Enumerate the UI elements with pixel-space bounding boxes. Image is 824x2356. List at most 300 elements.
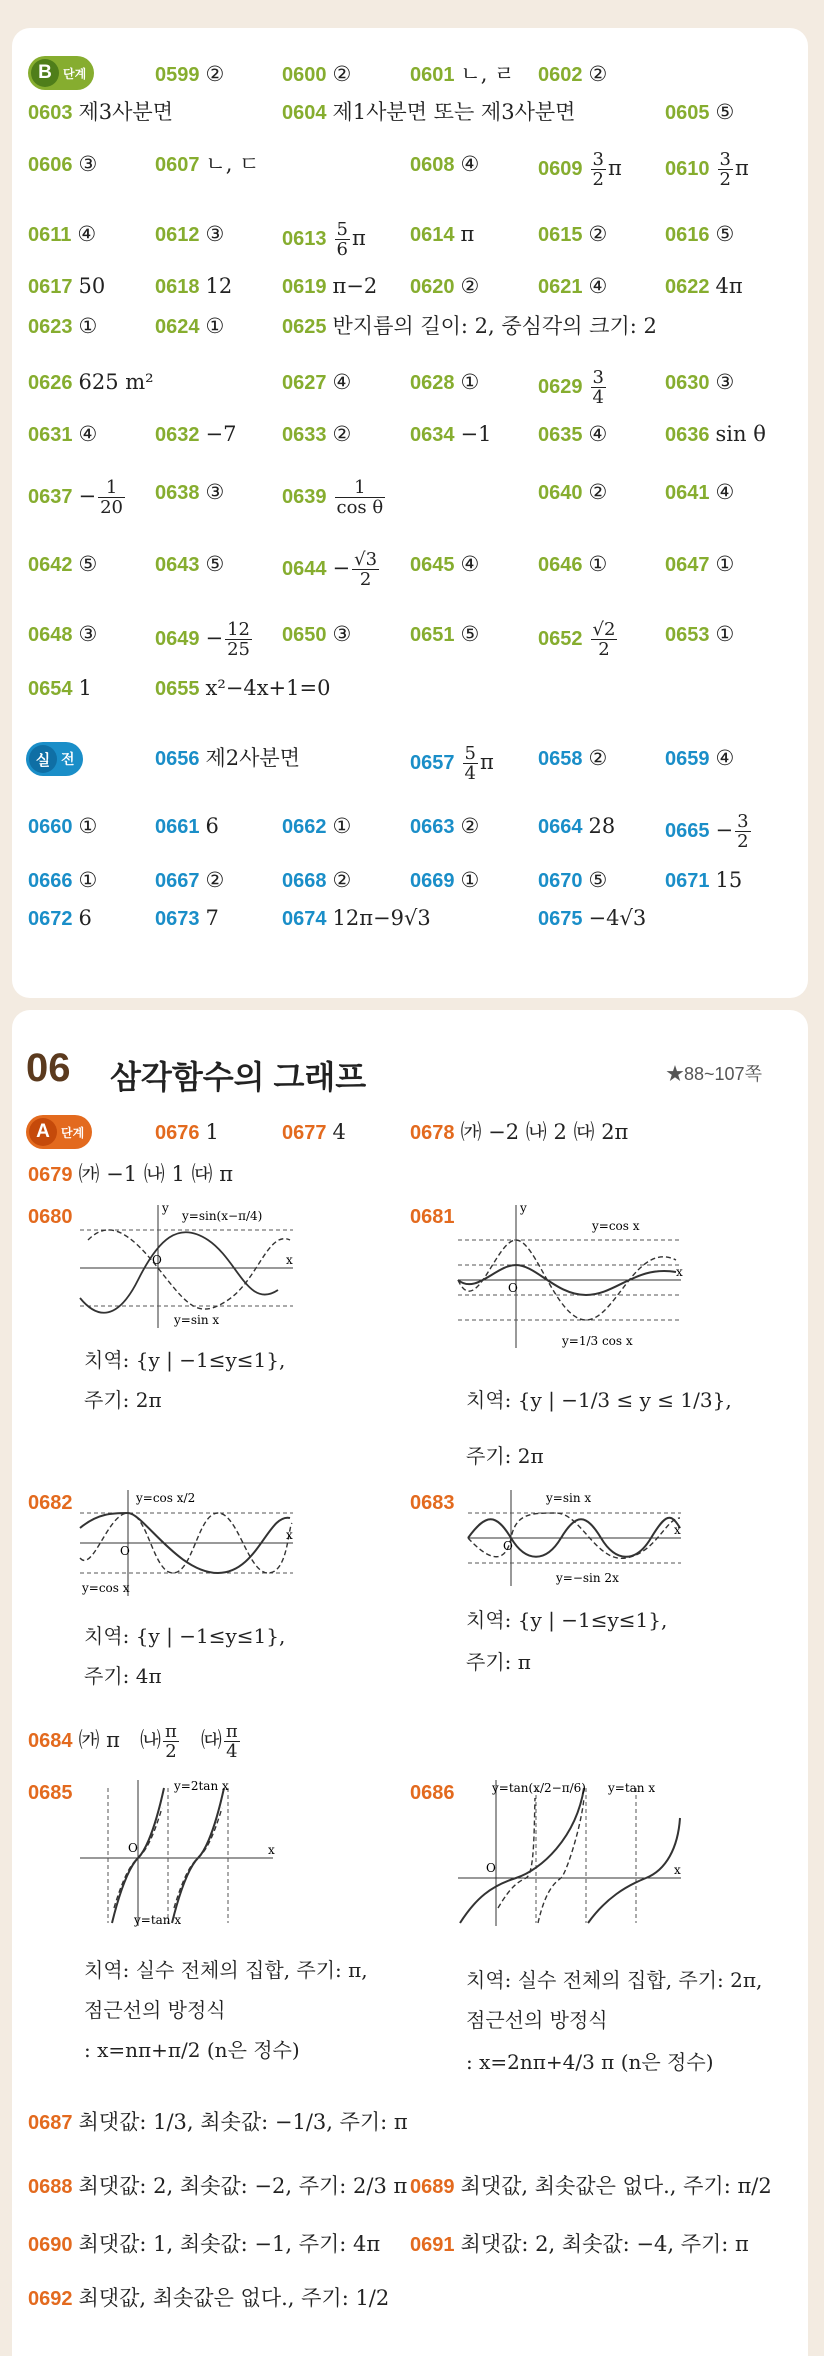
answer-value: ④ [332,370,352,394]
answer-value: 최댓값: 2, 최솟값: −4, 주기: π [460,2232,749,2256]
problem-number: 0647 [665,554,710,576]
label-2: y=cos x [82,1581,130,1595]
problem-number: 0672 [28,908,73,930]
problem-number: 0610 [665,158,710,180]
answer-value: −1 [460,422,492,446]
problem-number: 0643 [155,554,200,576]
problem-number: 0653 [665,624,710,646]
graph-answer-text: 주기: π [466,1650,531,1674]
fraction-numerator: 1 [335,478,386,498]
answer-value: ② [332,868,352,892]
section-b-badge [28,56,94,90]
answer-prefix: − [715,818,734,842]
graph-answer-text: 점근선의 방정식 [466,2008,608,2032]
answer-value: 제2사분면 [205,746,301,770]
fraction-numerator: 3 [719,149,731,170]
answer-0626 [28,368,154,397]
answer-value: 최댓값: 1, 최솟값: −1, 주기: 4π [78,2232,381,2256]
problem-number: 0638 [155,482,200,504]
answer-0692 [28,2284,389,2313]
problem-number: 0659 [665,748,710,770]
problem-number: 0627 [282,372,327,394]
answer-0649 [155,620,254,659]
problem-number: 0674 [282,908,327,930]
problem-number: 0604 [282,102,327,124]
label-2: y=tan x [134,1913,182,1927]
answer-value: 625 m² [78,370,154,394]
answer-value: 1 [205,1120,219,1144]
answer-value: ④ [715,480,735,504]
answer-value: ④ [460,552,480,576]
problem-number: 0654 [28,678,73,700]
answer-0667 [155,866,224,895]
problem-number: 0628 [410,372,455,394]
answer-value: 제3사분면 [78,100,174,124]
answer-0645 [410,550,479,579]
answer-0609 [538,150,622,189]
answer-0660 [28,812,97,841]
answer-value: π−2 [332,274,378,298]
answer-0683 [410,1488,461,1517]
answer-value: ③ [205,480,225,504]
answer-0644 [282,550,381,589]
problem-number: 0642 [28,554,73,576]
graph-answer-text: 치역: {y | −1/3 ≤ y ≤ 1/3}, [466,1388,732,1412]
problem-number: 0655 [155,678,200,700]
fraction [463,744,478,783]
problem-number: 0677 [282,1122,327,1144]
svg-text:O: O [486,1861,496,1875]
section-sil-badge [26,742,83,776]
svg-text:y: y [520,1201,527,1215]
problem-number: 0632 [155,424,200,446]
answer-0681 [410,1202,461,1231]
answer-0636 [665,420,766,449]
svg-text:x: x [286,1253,293,1267]
answer-value: 4π [715,274,743,298]
fraction [335,478,386,517]
fraction [335,220,350,259]
problem-number: 0623 [28,316,73,338]
problem-number: 0691 [410,2234,455,2256]
answer-0630 [665,368,734,397]
label-2: y=1/3 cos x [562,1334,633,1348]
svg-text:O: O [128,1841,138,1855]
problem-number: 0675 [538,908,583,930]
fraction-denominator: 4 [464,763,476,784]
problem-number: 0611 [28,224,72,246]
problem-number: 0624 [155,316,200,338]
answer-value: ④ [588,274,608,298]
label-1: y=cos x/2 [136,1491,196,1505]
svg-text:O: O [508,1281,518,1295]
answer-0603 [28,98,173,127]
answer-0650 [282,620,351,649]
problem-number: 0652 [538,628,583,650]
problem-number: 0656 [155,748,200,770]
answer-0685 [28,1778,79,1807]
answer-value: ② [588,480,608,504]
answer-0635 [538,420,607,449]
fraction-denominator: 4 [592,387,604,408]
answer-value: ② [332,422,352,446]
svg-text:y: y [162,1201,169,1215]
answer-0680 [28,1202,79,1231]
answer-prefix: − [332,556,351,580]
problem-number: 0673 [155,908,200,930]
answer-0607 [155,150,259,179]
fraction-numerator: 1 [98,478,125,498]
answer-value: ① [205,314,225,338]
problem-number: 0679 [28,1164,73,1186]
answer-value: ② [205,868,225,892]
answer-value: 12π−9√3 [332,906,431,930]
answer-0643 [155,550,224,579]
svg-text:x: x [674,1863,681,1877]
fraction-numerator: 5 [464,743,476,764]
fraction [591,368,606,407]
answer-0601 [410,60,514,89]
answer-value: ⑤ [588,868,608,892]
answer-value: ⑤ [205,552,225,576]
problem-number: 0663 [410,816,455,838]
answer-value: ① [460,370,480,394]
answer-0651 [410,620,479,649]
graph-0680-svg [78,1200,298,1330]
chapter-pages: ★88~107쪽 [666,1064,762,1084]
answer-value: ③ [78,152,98,176]
answer-0614 [410,220,474,249]
answer-0648 [28,620,97,649]
answer-suffix: π [479,750,494,774]
problem-number: 0599 [155,64,200,86]
fraction-denominator: 2 [719,169,731,190]
answer-value: ② [460,814,480,838]
answer-value: 최댓값: 1/3, 최솟값: −1/3, 주기: π [78,2110,408,2134]
answer-0652 [538,620,619,659]
problem-number: 0637 [28,486,73,508]
fraction-numerator: 3 [592,367,604,388]
problem-number: 0676 [155,1122,200,1144]
answer-value: ㈎ −2 ㈏ 2 ㈐ 2π [460,1120,629,1144]
answer-0672 [28,904,92,933]
answer-0604 [282,98,575,127]
problem-number: 0600 [282,64,327,86]
fraction-denominator: 6 [336,239,348,260]
answer-0638 [155,478,224,507]
answer-value: ② [332,62,352,86]
label-1: y=sin(x−π/4) [182,1209,263,1223]
answer-0664 [538,812,615,841]
answer-value: ⑤ [715,100,735,124]
answer-0674 [282,904,431,933]
answer-value: ④ [77,222,97,246]
answer-prefix: − [205,626,224,650]
answer-value: 4 [332,1120,346,1144]
problem-number: 0657 [410,752,455,774]
fraction-numerator: 5 [336,219,348,240]
answer-0605 [665,98,734,127]
answer-value: ② [460,274,480,298]
answer-0637 [28,478,127,517]
answer-0647 [665,550,734,579]
problem-number: 0645 [410,554,455,576]
problem-number: 0685 [28,1782,73,1804]
graph-answer-text: 치역: {y | −1≤y≤1}, [84,1624,286,1648]
graph-0683-svg [466,1488,686,1588]
answer-value: ① [78,868,98,892]
answer-0618 [155,272,232,301]
answer-0668 [282,866,351,895]
problem-number: 0619 [282,276,327,298]
part-b-label: ㈏ [140,1728,162,1752]
answer-0653 [665,620,734,649]
svg-text:x: x [286,1528,293,1542]
problem-number: 0661 [155,816,200,838]
answer-value: 50 [78,274,106,298]
answer-0673 [155,904,219,933]
fraction-denominator: 25 [227,639,251,660]
fraction-denominator: 2 [359,569,372,590]
answer-0615 [538,220,607,249]
answer-prefix: − [78,484,97,508]
problem-number: 0625 [282,316,327,338]
problem-number: 0634 [410,424,455,446]
problem-number: 0662 [282,816,327,838]
answer-0599 [155,60,224,89]
problem-number: 0616 [665,224,710,246]
answer-0627 [282,368,351,397]
answer-value: ② [588,746,608,770]
fraction-numerator: √3 [354,549,378,570]
answer-value: 28 [588,814,616,838]
answer-value: x²−4x+1=0 [205,676,331,700]
answer-0641 [665,478,734,507]
answer-0646 [538,550,607,579]
fraction-denominator: 2 [598,639,610,660]
answer-0677 [282,1118,346,1147]
svg-text:x: x [676,1265,683,1279]
fraction-denominator: 2 [737,831,749,852]
answer-0600 [282,60,351,89]
problem-number: 0621 [538,276,583,298]
problem-number: 0626 [28,372,73,394]
answer-0663 [410,812,479,841]
problem-number: 0669 [410,870,455,892]
problem-number: 0648 [28,624,73,646]
part-c-label: ㈐ [200,1728,222,1752]
problem-number: 0664 [538,816,583,838]
problem-number: 0666 [28,870,73,892]
part-a: ㈎ π [78,1728,120,1752]
fraction [718,150,733,189]
problem-number: 0635 [538,424,583,446]
problem-number: 0658 [538,748,583,770]
problem-number: 0613 [282,228,327,250]
answer-0678 [410,1118,628,1147]
problem-number: 0686 [410,1782,455,1804]
answer-value: −4√3 [588,906,647,930]
problem-number: 0684 [28,1730,73,1752]
problem-number: 0605 [665,102,710,124]
answer-value: ⑤ [715,222,735,246]
answer-0686 [410,1778,461,1807]
fraction [163,1722,179,1761]
answer-value: ③ [715,370,735,394]
answer-value: ② [205,62,225,86]
graph-answer-text: 치역: 실수 전체의 집합, 주기: π, [84,1958,368,1982]
answer-suffix: π [607,156,622,180]
answer-0608 [410,150,479,179]
answer-value: ① [715,622,735,646]
badge-text: 단계 [61,1125,85,1140]
fraction-numerator: √2 [592,619,616,640]
label-2: y=sin x [174,1313,220,1327]
answer-0611 [28,220,96,249]
problem-number: 0641 [665,482,710,504]
answer-value: ① [78,314,98,338]
graph-0682-svg [78,1488,298,1598]
answer-value: ① [460,868,480,892]
answer-0659 [665,744,734,773]
answer-0625 [282,312,657,341]
answer-0690 [28,2230,380,2259]
answer-value: ④ [715,746,735,770]
answer-0687 [28,2108,408,2137]
answer-value: 최댓값, 최솟값은 없다., 주기: π/2 [460,2174,772,2198]
answer-value: ① [715,552,735,576]
answer-value: 반지름의 길이: 2, 중심각의 크기: 2 [332,314,657,338]
answer-0622 [665,272,743,301]
fraction-numerator: π [225,1721,238,1742]
answer-value: sin θ [715,422,766,446]
answer-0654 [28,674,92,703]
problem-number: 0644 [282,558,327,580]
problem-number: 0682 [28,1492,73,1514]
answer-0675 [538,904,646,933]
svg-text:x: x [268,1843,275,1857]
problem-number: 0681 [410,1206,455,1228]
problem-number: 0633 [282,424,327,446]
answer-value: ④ [78,422,98,446]
answer-0655 [155,674,330,703]
badge-text: 전 [61,751,75,767]
section-a-badge [26,1115,92,1149]
problem-number: 0650 [282,624,327,646]
problem-number: 0671 [665,870,710,892]
problem-number: 0614 [410,224,455,246]
answer-0662 [282,812,351,841]
answer-0657 [410,744,494,783]
answer-0658 [538,744,607,773]
problem-number: 0629 [538,376,583,398]
problem-number: 0646 [538,554,583,576]
svg-text:O: O [120,1544,130,1558]
answer-value: ④ [460,152,480,176]
answer-0642 [28,550,97,579]
label-1: y=tan(x/2−π/6) [492,1781,586,1795]
answer-value: ② [588,62,608,86]
fraction-denominator: 2 [165,1741,177,1762]
answer-0656 [155,744,300,773]
problem-number: 0683 [410,1492,455,1514]
graph-answer-text: 주기: 2π [466,1444,544,1468]
answer-value: 15 [715,868,743,892]
graph-0685-svg [78,1778,278,1928]
problem-number: 0608 [410,154,455,176]
fraction-denominator: cos θ [336,497,384,518]
problem-number: 0670 [538,870,583,892]
fraction [225,620,252,659]
problem-number: 0636 [665,424,710,446]
label-2: y=tan x [608,1781,656,1795]
answer-value: ③ [205,222,225,246]
fraction-denominator: 20 [100,497,124,518]
answer-0606 [28,150,97,179]
problem-number: 0688 [28,2176,73,2198]
answer-0666 [28,866,97,895]
answer-value: 최댓값: 2, 최솟값: −2, 주기: 2/3 π [78,2174,408,2198]
answer-0684 [28,1722,242,1761]
answer-0670 [538,866,607,895]
answer-0671 [665,866,742,895]
answer-value: 7 [205,906,219,930]
fraction [98,478,125,517]
answer-0602 [538,60,607,89]
graph-answer-text: 주기: 2π [84,1388,162,1412]
problem-number: 0617 [28,276,73,298]
graph-answer-text: : x=nπ+π/2 (n은 정수) [84,2038,300,2062]
answer-value: ⑤ [460,622,480,646]
answer-value: ㄴ, ㄹ [460,62,515,86]
answer-0633 [282,420,351,449]
answer-value: ③ [78,622,98,646]
answer-value: −7 [205,422,237,446]
fraction-denominator: 2 [592,169,604,190]
fraction-numerator: π [165,1721,177,1742]
answer-0628 [410,368,479,397]
problem-number: 0631 [28,424,73,446]
answer-0691 [410,2230,749,2259]
problem-number: 0622 [665,276,710,298]
fraction-numerator: 3 [737,811,749,832]
graph-answer-text: 주기: 4π [84,1664,162,1688]
answer-value: ① [332,814,352,838]
problem-number: 0651 [410,624,455,646]
answer-0621 [538,272,607,301]
problem-number: 0630 [665,372,710,394]
answer-0639 [282,478,387,517]
answer-value: π [460,222,475,246]
problem-number: 0615 [538,224,583,246]
problem-number: 0692 [28,2288,73,2310]
fraction [735,812,750,851]
problem-number: 0640 [538,482,583,504]
answer-value: 1 [78,676,92,700]
answer-0669 [410,866,479,895]
problem-number: 0606 [28,154,73,176]
answer-value: ㄴ, ㄷ [205,152,260,176]
problem-number: 0689 [410,2176,455,2198]
answer-0620 [410,272,479,301]
problem-number: 0603 [28,102,73,124]
answer-0688 [28,2172,407,2201]
fraction [591,150,606,189]
chapter-title: 삼각함수의 그래프 [110,1059,367,1095]
badge-text: 단계 [63,66,87,81]
chapter-number: 06 [26,1046,71,1090]
svg-text:O: O [503,1539,513,1553]
